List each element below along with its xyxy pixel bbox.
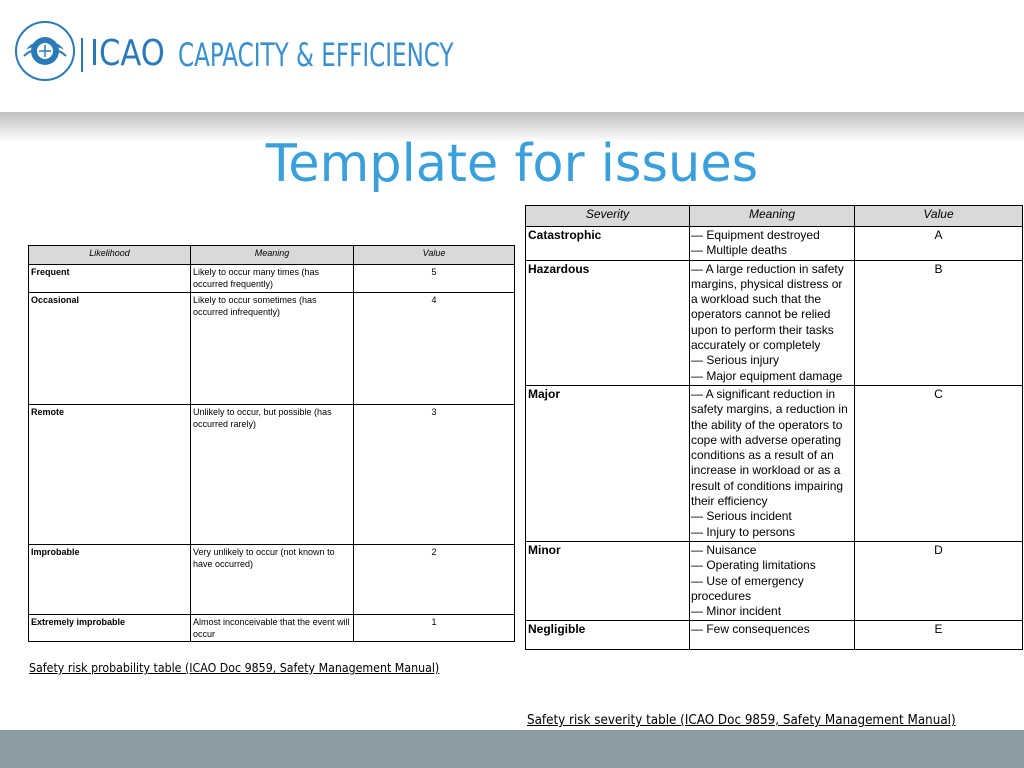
meaning-line: — Nuisance <box>691 542 757 557</box>
probability-table-caption: Safety risk probability table (ICAO Doc 9859, Safety Management Manual) <box>29 661 440 675</box>
slide-title: Template for issues <box>265 134 759 194</box>
logo-text: ICAO <box>90 33 165 74</box>
meaning-cell: Unlikely to occur, but possible (has occurred rarely) <box>191 405 354 545</box>
severity-cell: Minor <box>526 541 690 620</box>
severity-table-caption: Safety risk severity table (ICAO Doc 9859, Safety Management Manual) <box>527 713 956 728</box>
severity-table-header <box>526 206 1023 227</box>
meaning-cell: Likely to occur many times (has occurred frequently) <box>191 265 354 293</box>
table-row <box>29 615 515 642</box>
meaning-line: — Operating limitations <box>691 558 816 573</box>
severity-cell: Catastrophic <box>526 227 690 261</box>
footer-bar <box>0 730 1024 768</box>
table-row <box>29 405 515 545</box>
value-cell: C <box>855 385 1023 541</box>
meaning-line: — Injury to persons <box>691 524 796 539</box>
table-row <box>526 227 1023 261</box>
likelihood-cell: Improbable <box>29 545 191 615</box>
table-row <box>29 293 515 405</box>
value-cell: 4 <box>354 293 515 405</box>
probability-table-header <box>29 246 515 265</box>
column-header-likelihood: Likelihood <box>29 246 191 265</box>
column-header-severity: Severity <box>526 206 690 227</box>
meaning-cell <box>690 621 855 650</box>
table-row <box>526 541 1023 620</box>
column-header-meaning: Meaning <box>191 246 354 265</box>
value-cell: 2 <box>354 545 515 615</box>
meaning-cell: Very unlikely to occur (not known to have occurred) <box>191 545 354 615</box>
meaning-line: — Serious incident <box>691 509 792 524</box>
value-cell: 3 <box>354 405 515 545</box>
header-subtitle: CAPACITY & EFFICIENCY <box>178 36 454 74</box>
value-cell: E <box>855 621 1023 650</box>
likelihood-cell: Occasional <box>29 293 191 405</box>
value-cell: 5 <box>354 265 515 293</box>
column-header-value: Value <box>354 246 515 265</box>
meaning-line: — Major equipment damage <box>691 368 843 383</box>
meaning-line: — Minor incident <box>691 604 782 619</box>
column-header-value: Value <box>855 206 1023 227</box>
value-cell: D <box>855 541 1023 620</box>
header <box>0 0 1024 112</box>
meaning-line: — Use of emergency procedures <box>691 573 804 603</box>
severity-cell: Hazardous <box>526 260 690 385</box>
meaning-cell <box>690 260 855 385</box>
table-row <box>29 545 515 615</box>
meaning-cell <box>690 541 855 620</box>
logo-divider <box>81 38 83 72</box>
severity-table <box>525 205 1023 650</box>
severity-cell: Major <box>526 385 690 541</box>
icao-emblem-icon <box>14 20 76 82</box>
meaning-line: — A significant reduction in safety margins, a reduction in the ability of the operators to cope with adverse operating conditions as a result of an increase in workload or as a result of conditions impairing their efficiency <box>691 386 848 509</box>
meaning-cell <box>690 227 855 261</box>
value-cell: A <box>855 227 1023 261</box>
meaning-line: — Few consequences <box>691 622 810 637</box>
meaning-line: — A large reduction in safety margins, physical distress or a workload such that the operators cannot be relied upon to perform their tasks accurately or completely <box>691 261 844 353</box>
value-cell: 1 <box>354 615 515 642</box>
table-row <box>29 265 515 293</box>
column-header-meaning: Meaning <box>690 206 855 227</box>
value-cell: B <box>855 260 1023 385</box>
meaning-cell: Almost inconceivable that the event will occur <box>191 615 354 642</box>
meaning-line: — Serious injury <box>691 353 780 368</box>
table-row <box>526 385 1023 541</box>
table-row <box>526 260 1023 385</box>
meaning-cell <box>690 385 855 541</box>
meaning-cell: Likely to occur sometimes (has occurred infrequently) <box>191 293 354 405</box>
likelihood-cell: Frequent <box>29 265 191 293</box>
severity-cell: Negligible <box>526 621 690 650</box>
likelihood-cell: Extremely improbable <box>29 615 191 642</box>
table-row <box>526 621 1023 650</box>
likelihood-cell: Remote <box>29 405 191 545</box>
probability-table <box>28 245 515 642</box>
meaning-line: — Equipment destroyed <box>691 228 820 242</box>
meaning-line: — Multiple deaths <box>691 243 788 258</box>
